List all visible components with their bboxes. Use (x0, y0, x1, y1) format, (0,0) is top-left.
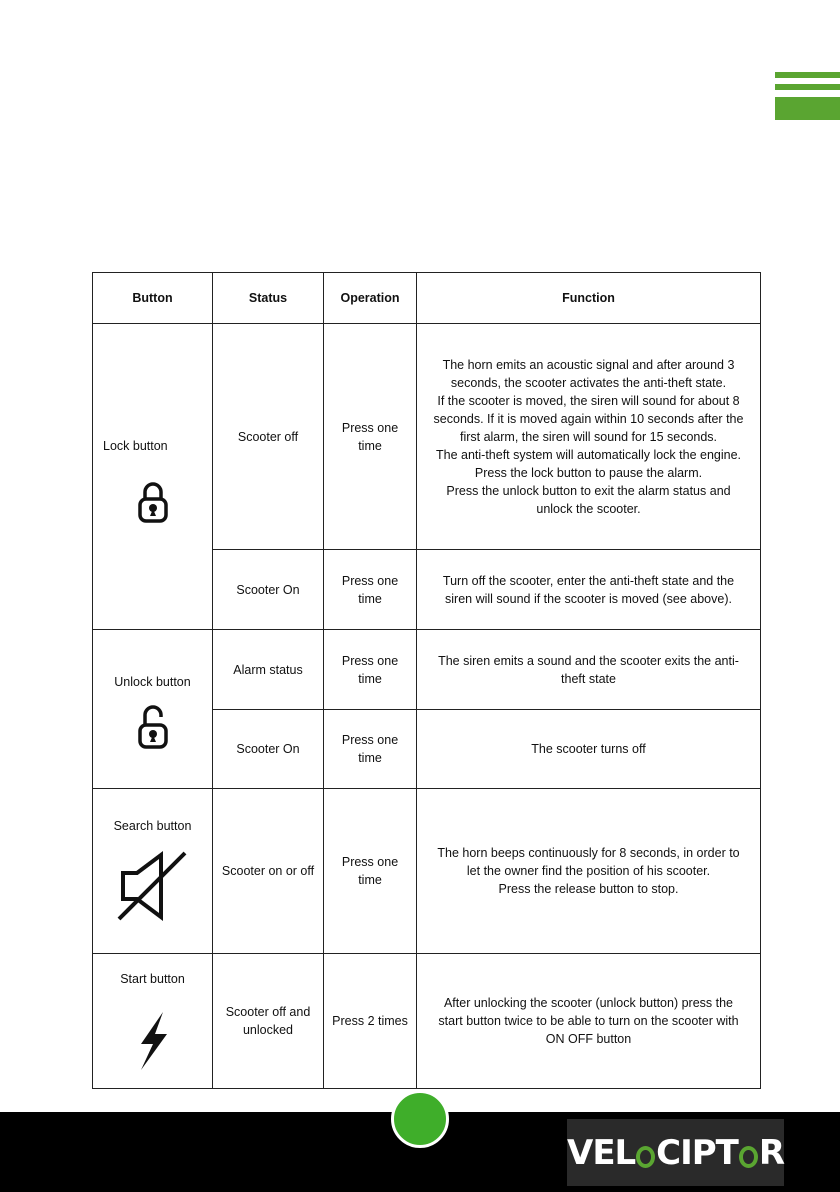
function-line: ON OFF button (545, 1032, 632, 1046)
lock-status-on: Scooter On (213, 550, 324, 630)
operation-line: Press one (341, 420, 399, 435)
header-status: Status (213, 273, 324, 324)
function-line: The siren emits a sound and the scooter exits the anti- (438, 653, 739, 668)
unlock-operation-1 (324, 630, 417, 710)
function-line: The anti-theft system will automatically lock the engine. (436, 447, 741, 462)
unlock-status-alarm: Alarm status (213, 630, 324, 710)
function-line: If the scooter is moved, the siren will sound for about 8 (437, 393, 740, 408)
lock-operation-2 (324, 550, 417, 630)
function-line: theft state (561, 671, 616, 686)
speaker-muted-icon (115, 847, 191, 925)
status-line: unlocked (242, 1023, 294, 1037)
lock-function-2 (417, 550, 761, 630)
function-line: unlock the scooter. (536, 501, 641, 516)
function-line: let the owner find the position of his scooter. (466, 864, 711, 878)
operation-line: time (358, 671, 382, 686)
search-status: Scooter on or off (213, 789, 324, 954)
function-line: The scooter turns off (531, 742, 646, 756)
function-line: After unlocking the scooter (unlock button) press the (443, 996, 734, 1010)
start-status (213, 954, 324, 1089)
unlock-function-1 (417, 630, 761, 710)
menu-bar (775, 97, 840, 120)
operation-line: time (358, 751, 382, 765)
padlock-closed-icon (136, 479, 170, 525)
operation-line: time (358, 873, 382, 887)
function-line: start button twice to be able to turn on the scooter with (438, 1014, 739, 1028)
lock-button-cell (93, 324, 213, 630)
function-line: seconds, the scooter activates the anti-theft state. (450, 375, 727, 390)
unlock-button-cell (93, 630, 213, 789)
search-operation (324, 789, 417, 954)
function-line: The horn emits an acoustic signal and after around 3 (442, 357, 735, 372)
function-line: The horn beeps continuously for 8 seconds, in order to (437, 846, 740, 860)
menu-bar (775, 72, 840, 78)
function-line: Turn off the scooter, enter the anti-theft state and the (442, 573, 735, 588)
operation-line: time (358, 438, 382, 453)
menu-bars-icon[interactable] (775, 72, 840, 120)
table-row (93, 954, 761, 1089)
page-indicator-dot (391, 1090, 449, 1148)
function-line: seconds. If it is moved again within 10 seconds after the (433, 411, 744, 426)
function-line: Press the lock button to pause the alarm. (474, 465, 703, 480)
padlock-open-icon (136, 703, 170, 751)
unlock-status-on: Scooter On (213, 710, 324, 789)
lock-operation-1 (324, 324, 417, 550)
logo-text-part: R (758, 1132, 784, 1173)
operation-line: Press one (341, 573, 399, 588)
operation-line: time (358, 591, 382, 606)
operation-line: Press one (341, 733, 399, 747)
start-function (417, 954, 761, 1089)
lock-button-label: Lock button (103, 438, 168, 453)
search-button-cell (93, 789, 213, 954)
start-operation (324, 954, 417, 1089)
start-button-cell (93, 954, 213, 1089)
header-operation: Operation (324, 273, 417, 324)
start-button-label: Start button (120, 972, 185, 986)
unlock-operation-2 (324, 710, 417, 789)
lock-function-1 (417, 324, 761, 550)
logo-o-ring (636, 1146, 655, 1168)
function-line: siren will sound if the scooter is moved (see above). (445, 591, 732, 606)
lightning-bolt-icon (133, 1010, 173, 1072)
function-line: first alarm, the siren will sound for 15 seconds. (459, 429, 718, 444)
search-button-label: Search button (113, 819, 192, 833)
header-function: Function (417, 273, 761, 324)
unlock-button-label: Unlock button (114, 675, 191, 689)
function-line: Press the unlock button to exit the alarm status and (446, 483, 731, 498)
logo-text-part: CIPT (656, 1132, 738, 1173)
operation-line: Press one (341, 855, 399, 869)
table-row (93, 630, 761, 710)
operation-line: Press 2 times (332, 1014, 408, 1028)
function-line: Press the release button to stop. (498, 882, 679, 896)
table-row (93, 789, 761, 954)
header-button: Button (93, 273, 213, 324)
velociptor-logo (567, 1119, 784, 1186)
menu-bar (775, 84, 840, 90)
logo-text-part: VEL (567, 1132, 636, 1173)
logo-o-ring (739, 1146, 758, 1168)
table-row (93, 324, 761, 550)
button-function-table (92, 272, 761, 1089)
unlock-function-2 (417, 710, 761, 789)
operation-line: Press one (341, 653, 399, 668)
search-function (417, 789, 761, 954)
status-line: Scooter off and (225, 1005, 311, 1019)
table-header-row (93, 273, 761, 324)
lock-status-off: Scooter off (213, 324, 324, 550)
